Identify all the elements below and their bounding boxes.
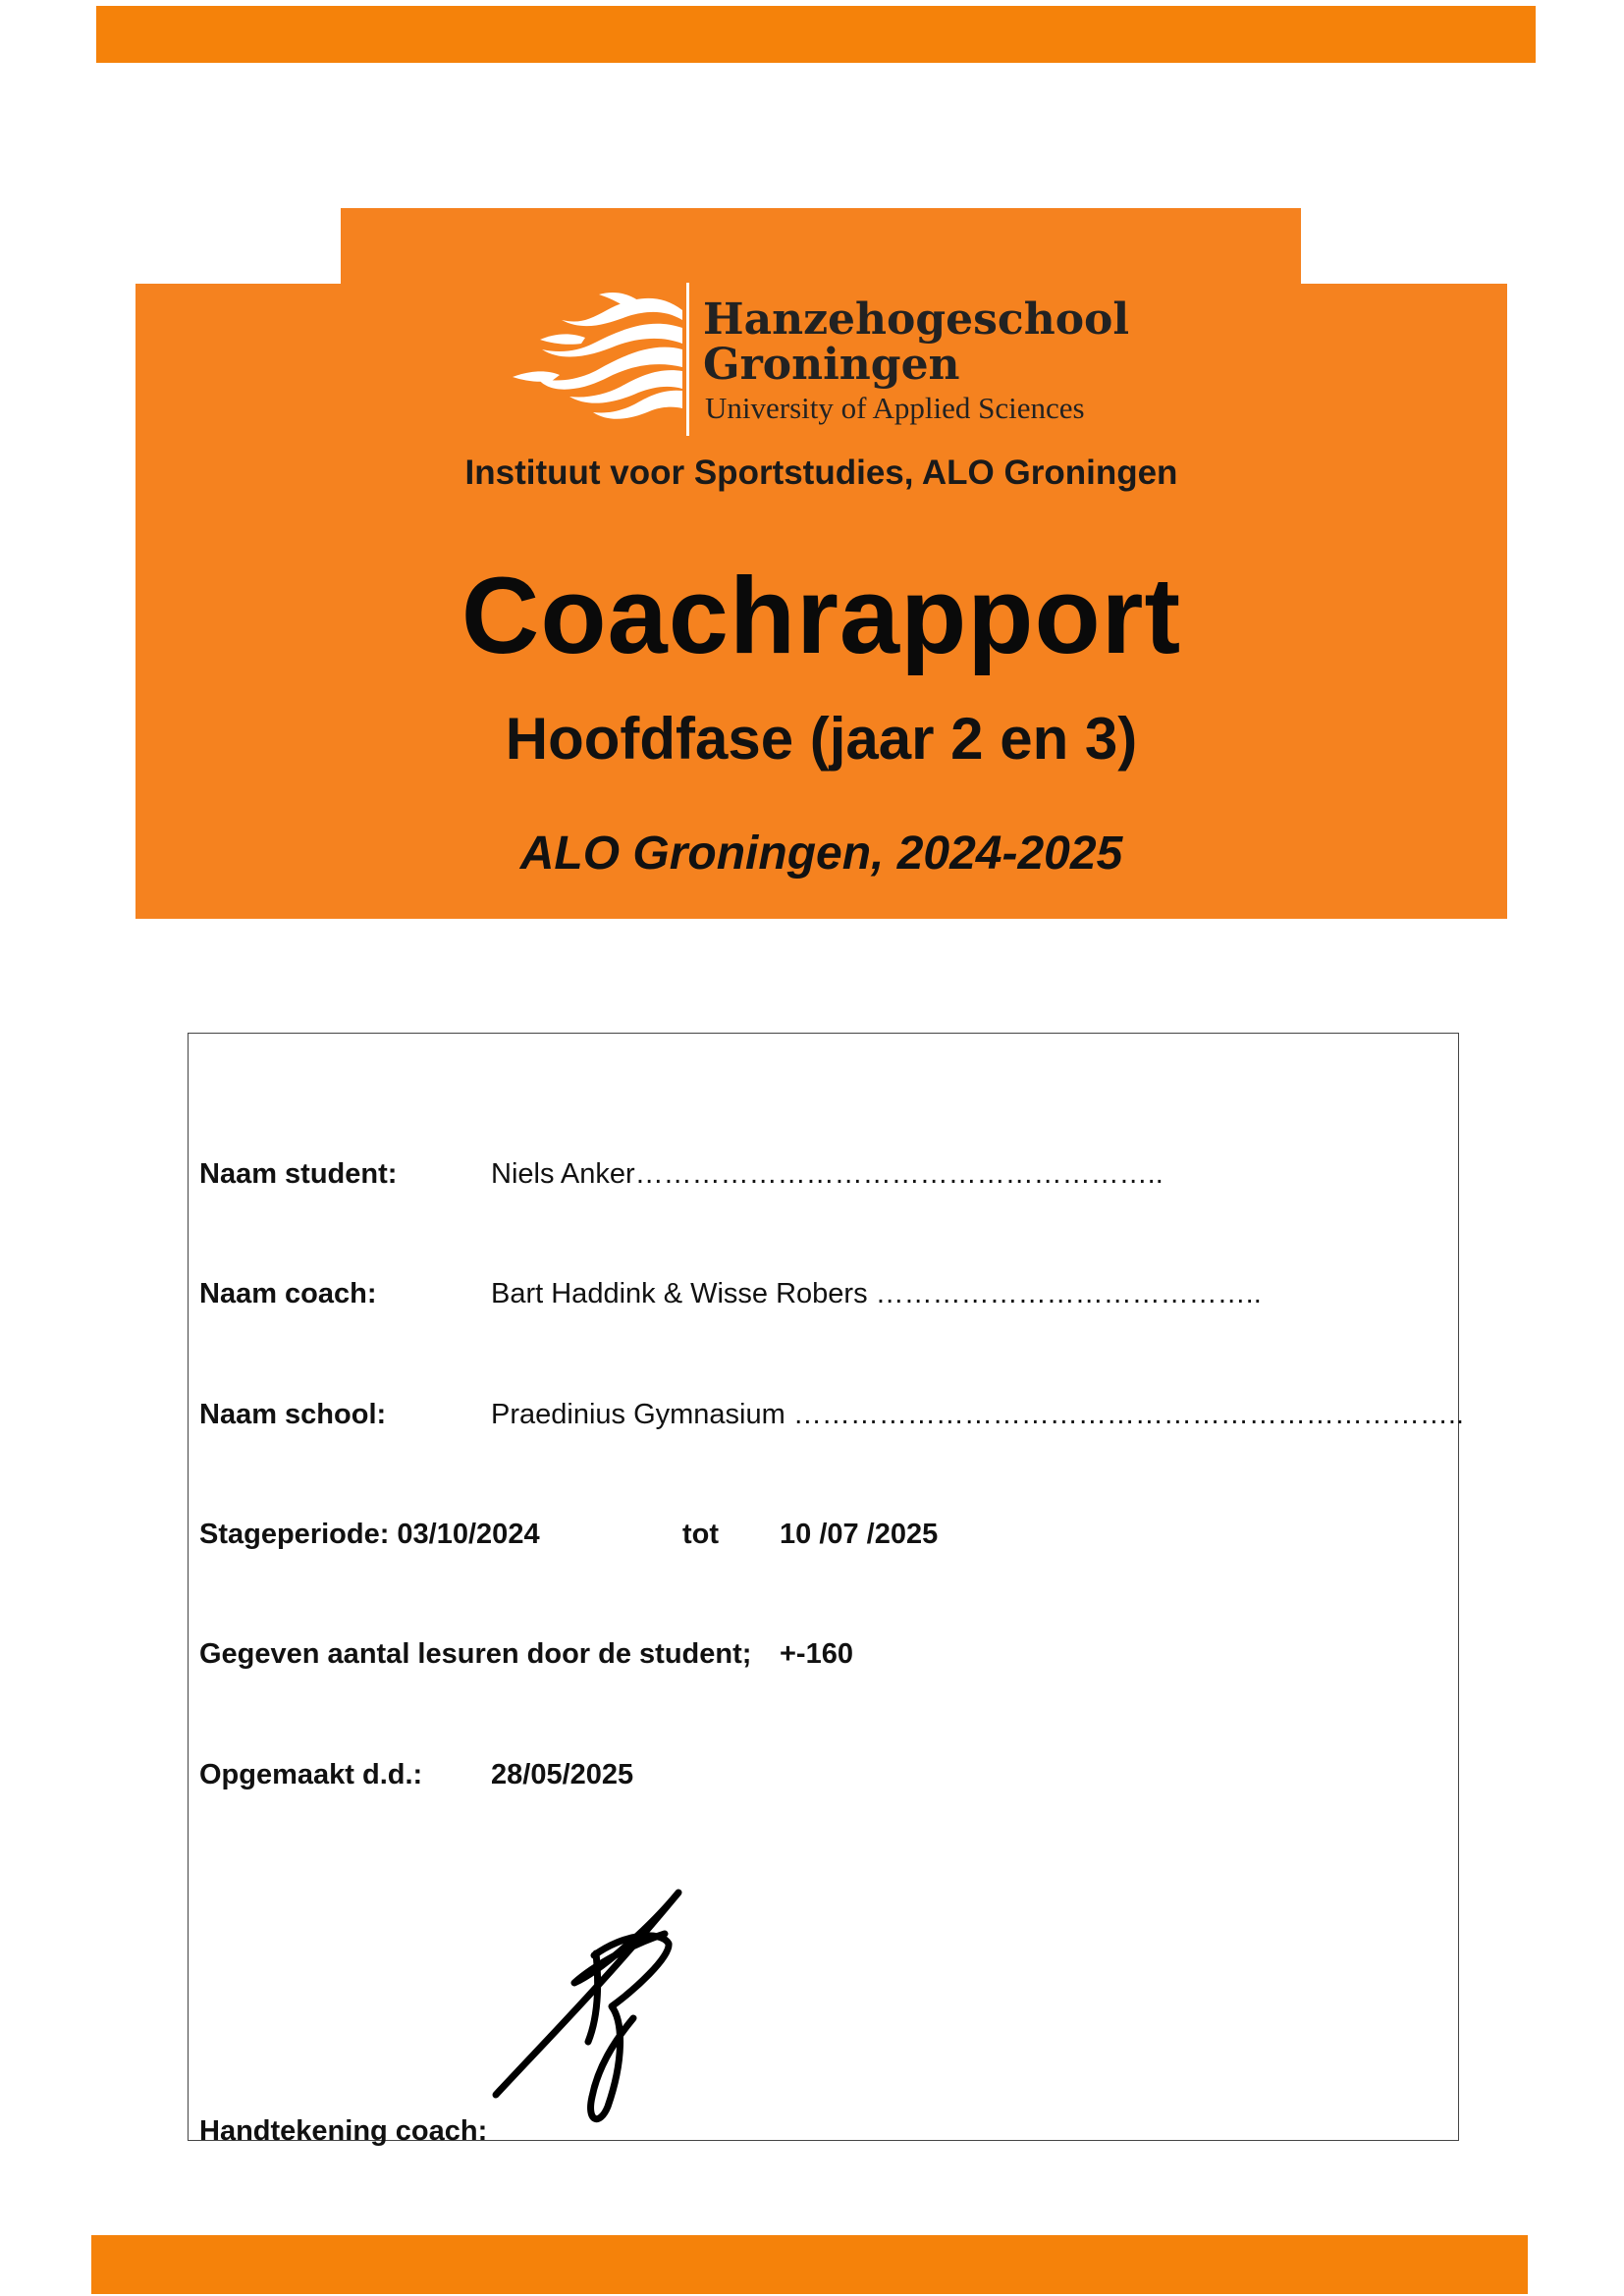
hanze-logo (491, 281, 1159, 438)
logo-line-3: University of Applied Sciences (705, 391, 1085, 425)
signature-label: Handtekening coach: (199, 2115, 488, 2147)
student-info-box (188, 1033, 1459, 2141)
made-on-value: 28/05/2025 (491, 1759, 634, 1790)
student-name-value: Niels Anker……………………………………………….. (491, 1158, 1164, 1190)
academic-year: ALO Groningen, 2024-2025 (519, 828, 1123, 880)
school-name-label: Naam school: (199, 1399, 387, 1430)
made-on-label: Opgemaakt d.d.: (199, 1759, 423, 1790)
coach-signature (486, 1875, 722, 2130)
document-title: Coachrapport (460, 556, 1182, 676)
internship-period-to: tot (682, 1519, 720, 1550)
lesson-hours-label: Gegeven aantal lesuren door de student; (199, 1638, 752, 1670)
header-banner-tab (341, 208, 1301, 287)
internship-period-end: 10 /07 /2025 (780, 1519, 939, 1550)
flame-logo-icon (491, 281, 687, 438)
lesson-hours-value: +-160 (780, 1638, 853, 1670)
student-name-label: Naam student: (199, 1158, 398, 1190)
logo-divider (686, 283, 689, 436)
logo-line-2: Groningen (703, 340, 960, 390)
institute-name: Instituut voor Sportstudies, ALO Groningen (464, 454, 1178, 492)
internship-period-label: Stageperiode: 03/10/2024 (199, 1519, 540, 1550)
top-accent-bar (96, 6, 1536, 63)
coach-name-label: Naam coach: (199, 1278, 377, 1309)
school-name-value: Praedinius Gymnasium …………………………………………………………….. (491, 1399, 1464, 1430)
logo-line-1: Hanzehogeschool (703, 294, 1130, 345)
coach-name-value: Bart Haddink & Wisse Robers ………………………………….. (491, 1278, 1262, 1309)
bottom-accent-bar (91, 2235, 1528, 2294)
document-subtitle: Hoofdfase (jaar 2 en 3) (505, 706, 1138, 772)
